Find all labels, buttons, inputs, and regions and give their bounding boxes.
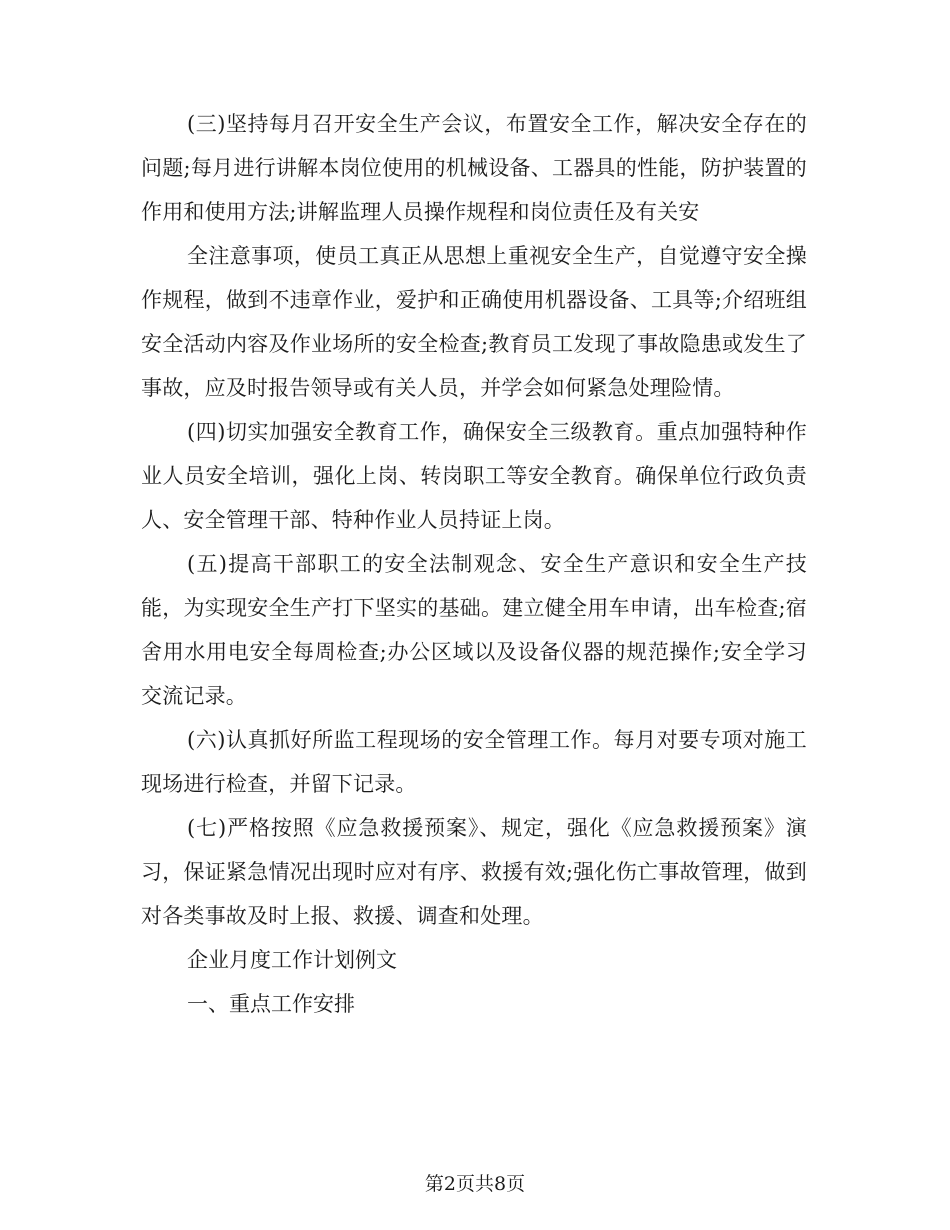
paragraph-4: (四)切实加强安全教育工作，确保安全三级教育。重点加强特种作业人员安全培训，强化上岗、转岗职工等安全教育。确保单位行政负责人、安全管理干部、特种作业人员持证上岗。 xyxy=(141,420,807,532)
paragraph-6: (六)认真抓好所监工程现场的安全管理工作。每月对要专项对施工现场进行检查，并留下记录。 xyxy=(141,728,807,796)
paragraph-3: (三)坚持每月召开安全生产会议，布置安全工作，解决安全存在的问题;每月进行讲解本岗位使用的机械设备、工器具的性能，防护装置的作用和使用方法;讲解监理人员操作规程和岗位责任及有关安 xyxy=(141,112,807,224)
subsection-title: 一、重点工作安排 xyxy=(187,992,355,1016)
document-body xyxy=(141,102,807,1026)
section-title: 企业月度工作计划例文 xyxy=(187,948,397,972)
paragraph-5: (五)提高干部职工的安全法制观念、安全生产意识和安全生产技能，为实现安全生产打下坚实的基础。建立健全用车申请，出车检查;宿舍用水用电安全每周检查;办公区域以及设备仪器的规范操作;安全学习交流记录。 xyxy=(141,552,807,708)
paragraph-3-continued: 全注意事项，使员工真正从思想上重视安全生产，自觉遵守安全操作规程，做到不违章作业，爱护和正确使用机器设备、工具等;介绍班组安全活动内容及作业场所的安全检查;教育员工发现了事故隐患或发生了事故，应及时报告领导或有关人员，并学会如何紧急处理险情。 xyxy=(141,244,807,400)
page-number: 第2页共8页 xyxy=(424,1173,526,1195)
paragraph-7: (七)严格按照《应急救援预案》、规定，强化《应急救援预案》演习，保证紧急情况出现时应对有序、救援有效;强化伤亡事故管理，做到对各类事故及时上报、救援、调查和处理。 xyxy=(141,816,807,928)
